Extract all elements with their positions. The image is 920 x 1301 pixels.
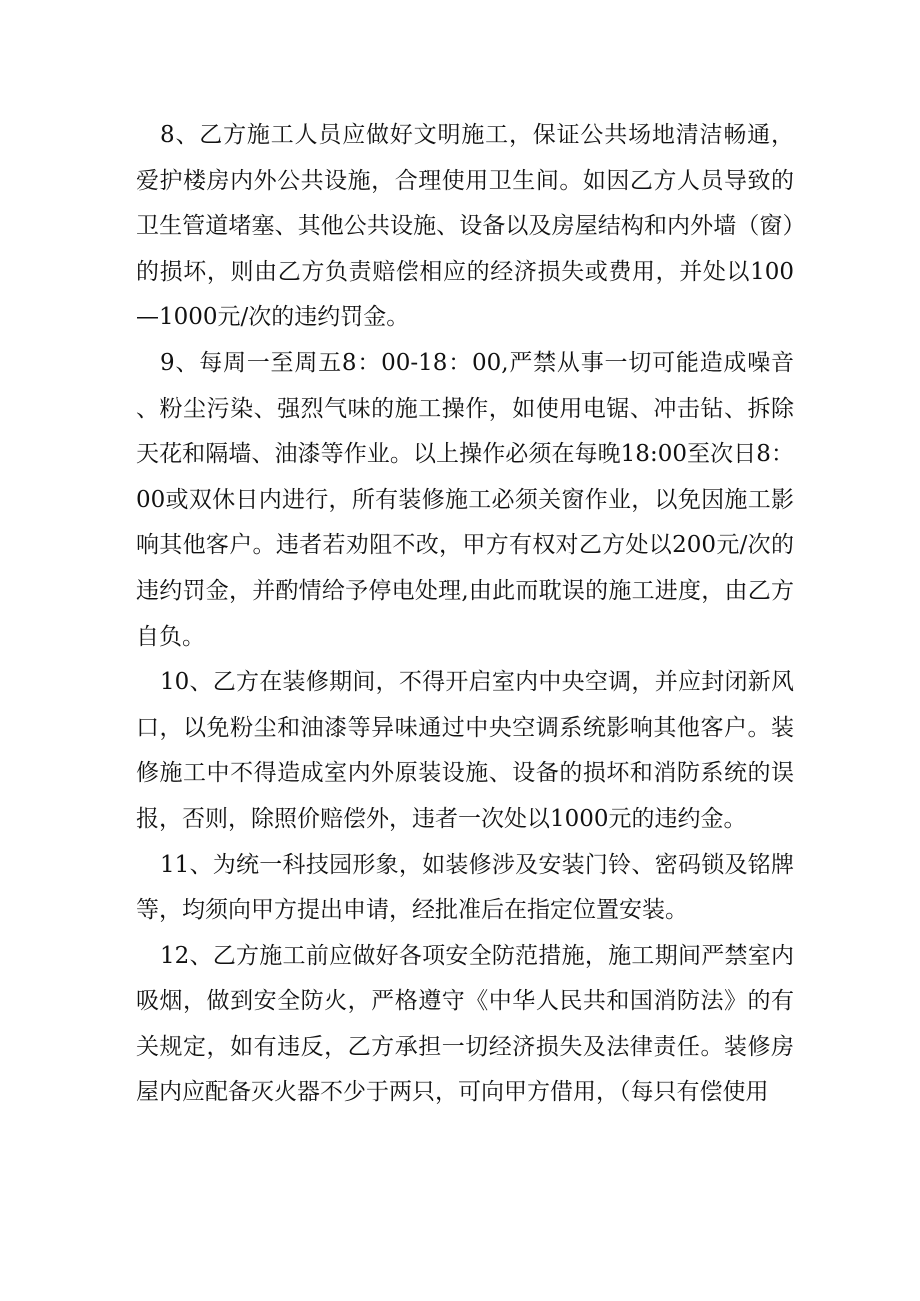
clause-11-paragraph: 11、为统一科技园形象，如装修涉及安装门铃、密码锁及铭牌等，均须向甲方提出申请，经批准后在指定位置安装。 [136,851,794,924]
document-body [136,113,794,1116]
clause-12-paragraph: 12、乙方施工前应做好各项安全防范措施，施工期间严禁室内吸烟，做到安全防火，严格遵守《中华人民共和国消防法》的有关规定，如有违反，乙方承担一切经济损失及法律责任。装修房屋内应配备灭火器不少于两只，可向甲方借用，（每只有偿使用 [136,942,794,1106]
clause-8-paragraph: 8、乙方施工人员应做好文明施工，保证公共场地清洁畅通，爱护楼房内外公共设施，合理使用卫生间。如因乙方人员导致的卫生管道堵塞、其他公共设施、设备以及房屋结构和内外墙（窗）的损坏，则由乙方负责赔偿相应的经济损失或费用，并处以100—1000元/次的违约罚金。 [136,122,794,331]
clause-9-paragraph: 9、每周一至周五8：00-18：00,严禁从事一切可能造成噪音、粉尘污染、强烈气味的施工操作，如使用电锯、冲击钻、拆除天花和隔墙、油漆等作业。以上操作必须在每晚18:00至次日8：00或双休日内进行，所有装修施工必须关窗作业，以免因施工影响其他客户。违者若劝阻不改，甲方有权对乙方处以200元/次的违约罚金，并酌情给予停电处理,由此而耽误的施工进度，由乙方自负。 [136,349,794,650]
clause-10-paragraph: 10、乙方在装修期间，不得开启室内中央空调，并应封闭新风口，以免粉尘和油漆等异味通过中央空调系统影响其他客户。装修施工中不得造成室内外原装设施、设备的损坏和消防系统的误报，否则，除照价赔偿外，违者一次处以1000元的违约金。 [136,669,794,832]
